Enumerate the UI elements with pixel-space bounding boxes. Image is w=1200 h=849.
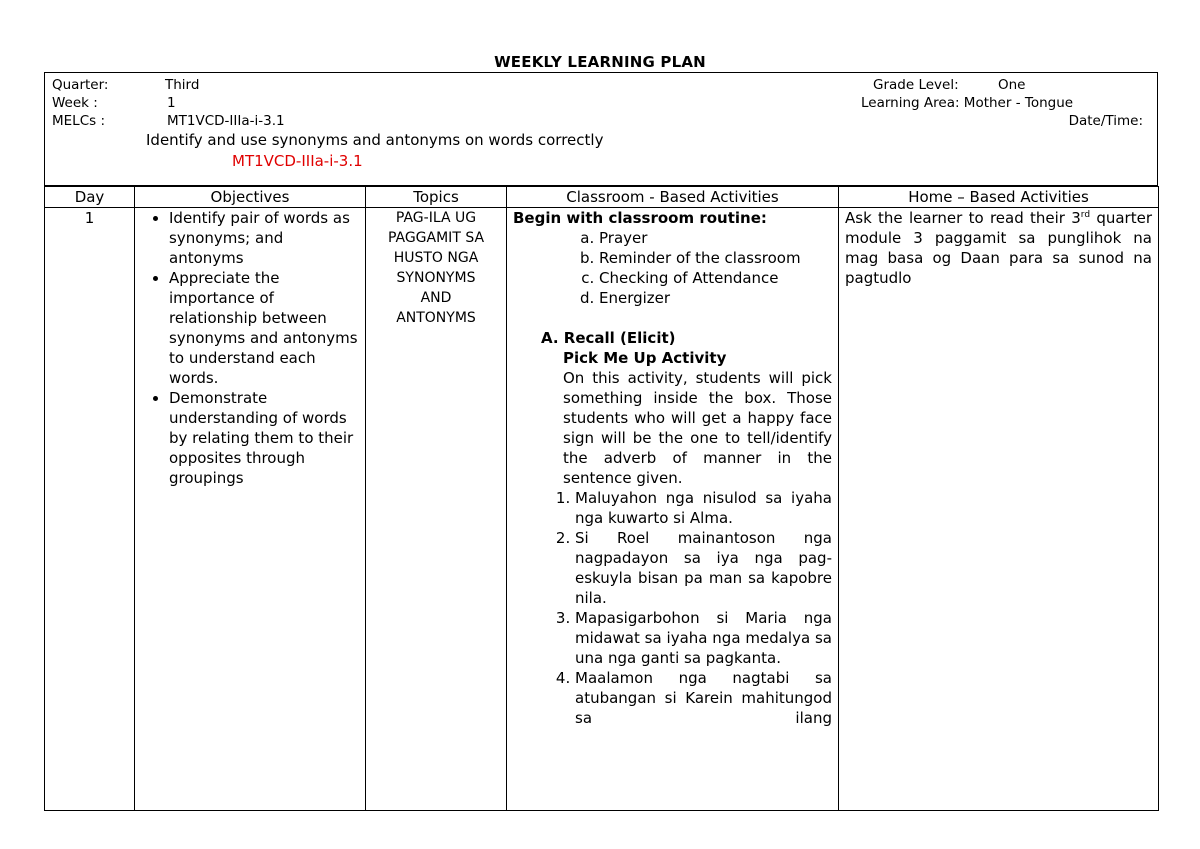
grade-level-label: Grade Level:: [873, 77, 959, 93]
competency-code: MT1VCD-IIIa-i-3.1: [232, 152, 363, 170]
section-a-heading: A. Recall (Elicit): [541, 329, 676, 347]
topic-line: AND: [420, 290, 452, 306]
sentence-item: 1. Maluyahon nga nisulod sa iyaha nga kuwarto si Alma.: [575, 488, 832, 528]
melcs-label: MELCs :: [52, 113, 105, 129]
topic-line: PAG-ILA UG: [395, 210, 477, 226]
header-day: Day: [45, 187, 135, 208]
home-activity-text-rest: quarter module 3 paggamit sa punglihok na mag basa og Daan para sa sunod na pagtudlo: [845, 209, 1152, 287]
melcs-value: MT1VCD-IIIa-i-3.1: [167, 113, 285, 129]
header-topics: Topics: [366, 187, 507, 208]
sentence-item: 4. Maalamon nga nagtabi sa atubangan si Karein mahitungod sa ilang: [575, 668, 832, 728]
objective-item: • Demonstrate understanding of words by relating them to their opposites through groupings: [169, 388, 359, 488]
topic-line: PAGGAMIT SA: [387, 230, 485, 246]
routine-item: b. Reminder of the classroom: [599, 248, 832, 268]
classroom-activities-cell: [507, 208, 839, 811]
quarter-value: Third: [165, 77, 200, 93]
routine-item: d. Energizer: [599, 288, 832, 308]
date-time-label: Date/Time:: [1068, 113, 1143, 129]
topic-line: SYNONYMS: [396, 270, 476, 286]
header-home-activities: Home – Based Activities: [839, 187, 1159, 208]
routine-heading: Begin with classroom routine:: [513, 209, 767, 227]
objectives-list: [141, 208, 359, 488]
sentence-item: 2. Si Roel mainantoson nga nagpadayon sa iya nga pag-eskuyla bisan pa man sa kapobre nila.: [575, 528, 832, 608]
sentence-list: [513, 488, 832, 728]
topic-line: HUSTO NGA: [393, 250, 479, 266]
topic-line: ANTONYMS: [396, 310, 476, 326]
activity-description: On this activity, students will pick something inside the box. Those students who will get a happy face sign will be the one to tell/identify the adverb of manner in the sentence given.: [563, 369, 832, 487]
objective-item: • Identify pair of words as synonyms; and antonyms: [169, 208, 359, 268]
plan-header: [44, 72, 1158, 186]
objectives-cell: [135, 208, 366, 811]
header-objectives: Objectives: [135, 187, 366, 208]
sentence-item: 3. Mapasigarbohon si Maria nga midawat sa iyaha nga medalya sa una nga ganti sa pagkanta.: [575, 608, 832, 668]
table-header-row: [45, 187, 1159, 208]
routine-list: [513, 228, 832, 308]
table-row: [45, 208, 1159, 811]
objective-item: • Appreciate the importance of relationship between synonyms and antonyms to understand each words.: [169, 268, 359, 388]
topics-cell: [366, 208, 507, 811]
home-activities-cell: [839, 208, 1159, 811]
activity-title: Pick Me Up Activity: [563, 349, 727, 367]
page-title: WEEKLY LEARNING PLAN: [494, 53, 706, 71]
quarter-label: Quarter:: [52, 77, 109, 93]
routine-item: a. Prayer: [599, 228, 832, 248]
competency-text: Identify and use synonyms and antonyms on words correctly: [146, 131, 604, 149]
home-activity-text: Ask the learner to read their 3: [845, 209, 1081, 227]
week-value: 1: [167, 95, 176, 111]
grade-level-value: One: [998, 77, 1026, 93]
home-activity-ordinal: rd: [1080, 210, 1091, 220]
day-cell: 1: [45, 208, 135, 811]
header-classroom-activities: Classroom - Based Activities: [507, 187, 839, 208]
week-label: Week :: [52, 95, 98, 111]
plan-table: [44, 186, 1159, 811]
routine-item: c. Checking of Attendance: [599, 268, 832, 288]
learning-area: Learning Area: Mother - Tongue: [861, 95, 1074, 111]
